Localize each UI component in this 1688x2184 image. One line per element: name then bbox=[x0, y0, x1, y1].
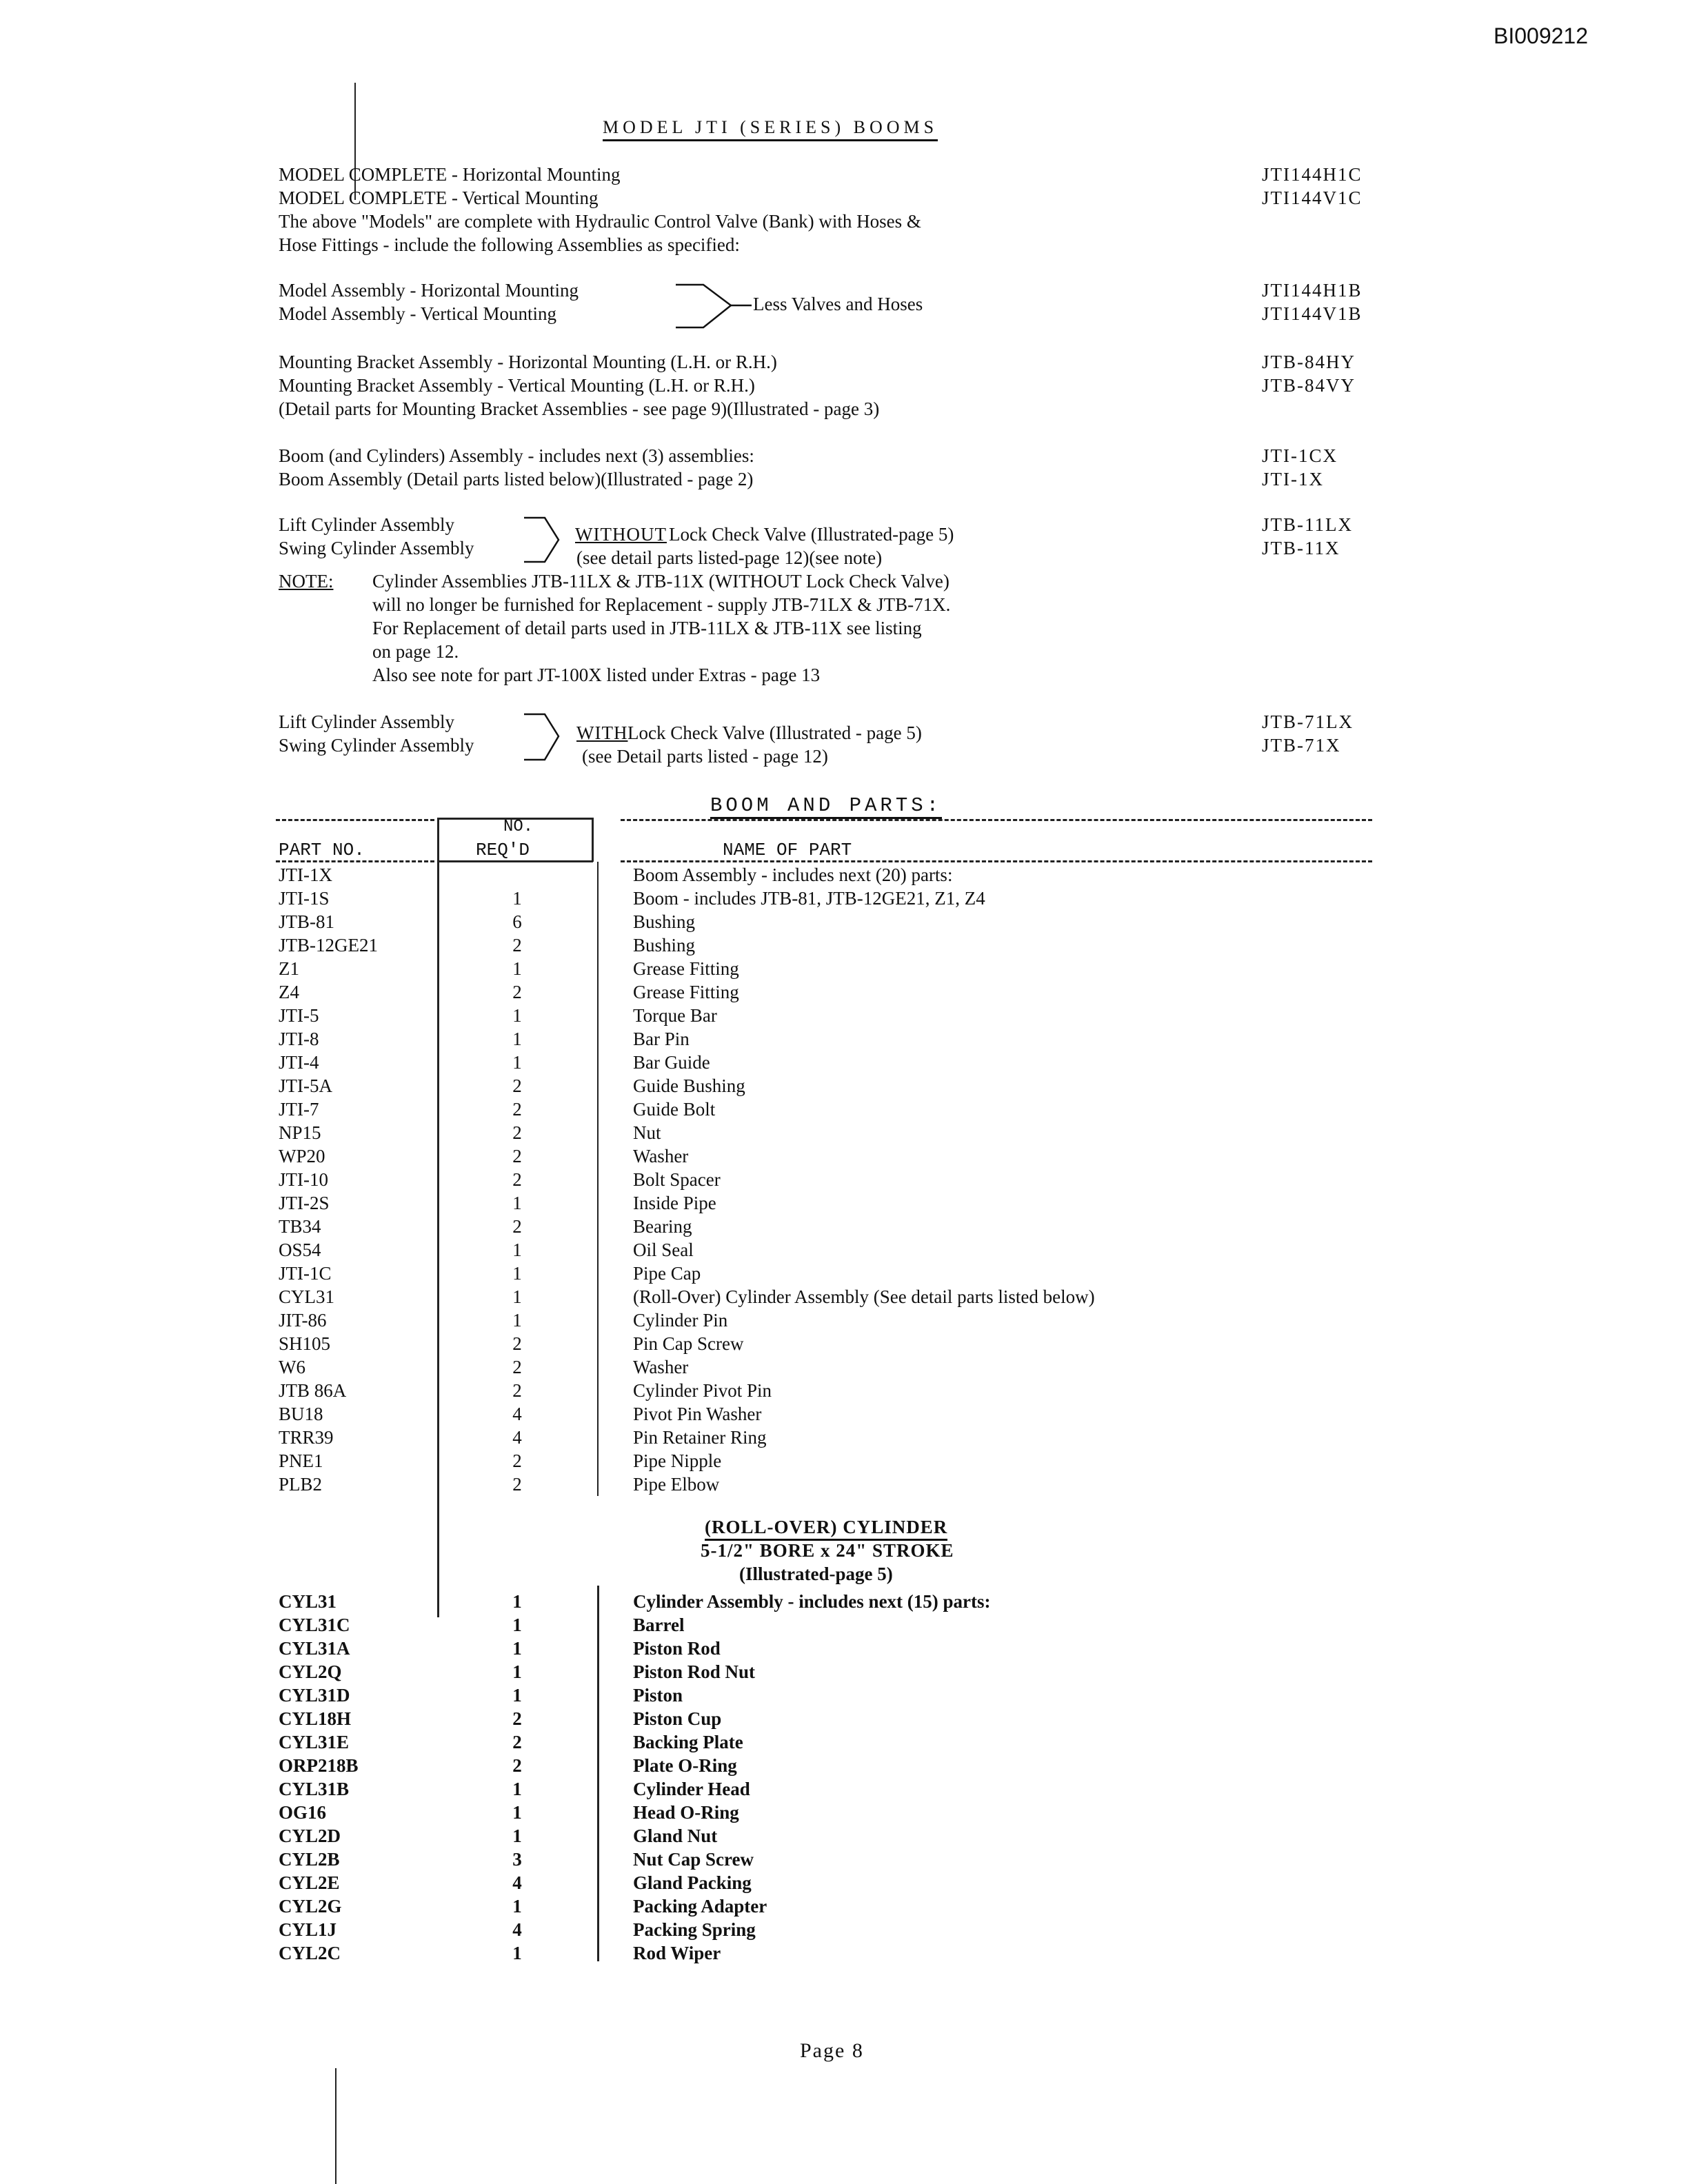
quantity-required: 1 bbox=[512, 1591, 522, 1612]
part-number: OG16 bbox=[279, 1802, 327, 1823]
part-number: OS54 bbox=[279, 1240, 321, 1260]
brace-model-assembly bbox=[676, 279, 758, 334]
part-name: Washer bbox=[633, 1146, 689, 1166]
part-number: NP15 bbox=[279, 1122, 321, 1143]
quantity-required: 1 bbox=[512, 1005, 522, 1026]
table-row bbox=[0, 1074, 1688, 1098]
quantity-required: 1 bbox=[512, 1286, 522, 1307]
part-name: Packing Adapter bbox=[633, 1896, 767, 1917]
part-name: Cylinder Pin bbox=[633, 1310, 728, 1331]
part-number: JTI-10 bbox=[279, 1169, 328, 1190]
part-number: JTI-5A bbox=[279, 1075, 332, 1096]
part-number: JTI-2S bbox=[279, 1193, 330, 1213]
part-name: Bar Guide bbox=[633, 1052, 710, 1073]
boom-line-0: Boom (and Cylinders) Assembly - includes next (3) assemblies: bbox=[279, 445, 754, 466]
scan-margin-line bbox=[335, 2068, 336, 2184]
quantity-required: 4 bbox=[512, 1872, 522, 1893]
part-name: Piston Rod Nut bbox=[633, 1661, 756, 1682]
section-title-boom-and-parts: BOOM AND PARTS: bbox=[710, 794, 942, 819]
with-left-0-ref: JTB-71LX bbox=[1262, 711, 1354, 732]
quantity-required: 2 bbox=[512, 1333, 522, 1354]
without-left-1-ref: JTB-11X bbox=[1262, 538, 1340, 558]
brace-note-less-valves: Less Valves and Hoses bbox=[753, 294, 923, 314]
quantity-required: 4 bbox=[512, 1404, 522, 1424]
with-left-1: Swing Cylinder Assembly bbox=[279, 735, 474, 756]
part-number: SH105 bbox=[279, 1333, 331, 1354]
table-row bbox=[0, 933, 1688, 957]
rule-dashed-top-left bbox=[276, 819, 434, 821]
part-number: CYL2E bbox=[279, 1872, 340, 1893]
quantity-required: 1 bbox=[512, 1826, 522, 1846]
table-row bbox=[0, 1730, 1688, 1754]
rule-header-bottom-qty bbox=[437, 860, 593, 862]
bracket-line-1-ref: JTB-84VY bbox=[1262, 375, 1356, 396]
part-number: CYL2C bbox=[279, 1943, 341, 1963]
part-name: Cylinder Assembly - includes next (15) parts: bbox=[633, 1591, 991, 1612]
table-row bbox=[0, 1168, 1688, 1191]
part-name: Gland Packing bbox=[633, 1872, 752, 1893]
part-name: Plate O-Ring bbox=[633, 1755, 737, 1776]
header-name-of-part: NAME OF PART bbox=[723, 840, 852, 860]
table-row bbox=[0, 1285, 1688, 1308]
part-number: JTI-1C bbox=[279, 1263, 332, 1284]
part-name: Backing Plate bbox=[633, 1732, 743, 1752]
table-row bbox=[0, 1590, 1688, 1613]
part-name: Guide Bolt bbox=[633, 1099, 716, 1120]
page-number: Page 8 bbox=[800, 2039, 864, 2062]
part-number: CYL31B bbox=[279, 1779, 350, 1799]
part-name: Nut bbox=[633, 1122, 661, 1143]
part-number: BU18 bbox=[279, 1404, 323, 1424]
part-number: W6 bbox=[279, 1357, 305, 1377]
part-name: Rod Wiper bbox=[633, 1943, 721, 1963]
quantity-required: 2 bbox=[512, 1099, 522, 1120]
part-number: JTI-1S bbox=[279, 888, 330, 909]
quantity-required: 2 bbox=[512, 1474, 522, 1495]
without-left-0: Lift Cylinder Assembly bbox=[279, 514, 454, 535]
table-row bbox=[0, 1121, 1688, 1144]
quantity-required: 2 bbox=[512, 1732, 522, 1752]
intro-line-0-ref: JTI144H1C bbox=[1262, 164, 1363, 185]
intro-line-3: Hose Fittings - include the following Assemblies as specified: bbox=[279, 234, 740, 255]
note-line-2: For Replacement of detail parts used in JTB-11LX & JTB-11X see listing bbox=[372, 618, 922, 638]
cylinder-heading-1: (ROLL-OVER) CYLINDER bbox=[705, 1515, 947, 1541]
table-row bbox=[0, 1426, 1688, 1449]
part-name: Piston Rod bbox=[633, 1638, 721, 1659]
document-id: BI009212 bbox=[1494, 23, 1589, 48]
without-left-1: Swing Cylinder Assembly bbox=[279, 538, 474, 558]
part-number: JTI-4 bbox=[279, 1052, 319, 1073]
quantity-required: 2 bbox=[512, 1755, 522, 1776]
part-number: JIT-86 bbox=[279, 1310, 327, 1331]
part-number: Z1 bbox=[279, 958, 299, 979]
quantity-required: 2 bbox=[512, 1380, 522, 1401]
with-label: WITH bbox=[576, 722, 628, 743]
part-name: Packing Spring bbox=[633, 1919, 756, 1940]
table-row bbox=[0, 1613, 1688, 1637]
model-assembly-line-0-ref: JTI144H1B bbox=[1262, 280, 1363, 301]
quantity-required: 1 bbox=[512, 1943, 522, 1963]
header-qty-bottom: REQ'D bbox=[476, 840, 530, 860]
bracket-line-0-ref: JTB-84HY bbox=[1262, 352, 1356, 372]
part-number: JTB-81 bbox=[279, 911, 334, 932]
part-name: Guide Bushing bbox=[633, 1075, 745, 1096]
part-number: CYL31C bbox=[279, 1615, 350, 1635]
table-row bbox=[0, 1777, 1688, 1801]
quantity-required: 1 bbox=[512, 1802, 522, 1823]
quantity-required: 1 bbox=[512, 1240, 522, 1260]
quantity-required: 1 bbox=[512, 1685, 522, 1706]
part-name: Piston bbox=[633, 1685, 683, 1706]
table-row bbox=[0, 1262, 1688, 1285]
part-number: JTI-5 bbox=[279, 1005, 319, 1026]
quantity-required: 1 bbox=[512, 1052, 522, 1073]
part-number: CYL18H bbox=[279, 1708, 352, 1729]
part-name: Pin Retainer Ring bbox=[633, 1427, 767, 1448]
table-row bbox=[0, 1144, 1688, 1168]
part-number: PLB2 bbox=[279, 1474, 323, 1495]
part-number: CYL31E bbox=[279, 1732, 350, 1752]
part-name: Head O-Ring bbox=[633, 1802, 739, 1823]
part-name: Torque Bar bbox=[633, 1005, 717, 1026]
part-number: CYL1J bbox=[279, 1919, 337, 1940]
table-row bbox=[0, 1941, 1688, 1965]
note-line-4: Also see note for part JT-100X listed under Extras - page 13 bbox=[372, 665, 821, 685]
model-assembly-line-1-ref: JTI144V1B bbox=[1262, 303, 1363, 324]
table-row bbox=[0, 1824, 1688, 1848]
part-name: Oil Seal bbox=[633, 1240, 694, 1260]
part-name: Bushing bbox=[633, 911, 696, 932]
part-number: TB34 bbox=[279, 1216, 321, 1237]
part-name: Bearing bbox=[633, 1216, 692, 1237]
brace-with bbox=[524, 710, 565, 765]
table-row bbox=[0, 1707, 1688, 1730]
part-name: Pipe Nipple bbox=[633, 1450, 722, 1471]
bracket-line-2: (Detail parts for Mounting Bracket Assemblies - see page 9)(Illustrated - page 3) bbox=[279, 398, 880, 419]
part-name: (Roll-Over) Cylinder Assembly (See detail parts listed below) bbox=[633, 1286, 1095, 1307]
table-row bbox=[0, 1402, 1688, 1426]
quantity-required: 1 bbox=[512, 958, 522, 979]
quantity-required: 2 bbox=[512, 1146, 522, 1166]
part-number: CYL2D bbox=[279, 1826, 341, 1846]
quantity-required: 3 bbox=[512, 1849, 522, 1870]
part-name: Cylinder Head bbox=[633, 1779, 750, 1799]
note-line-3: on page 12. bbox=[372, 641, 459, 662]
part-number: CYL2G bbox=[279, 1896, 342, 1917]
quantity-required: 1 bbox=[512, 1638, 522, 1659]
boom-line-0-ref: JTI-1CX bbox=[1262, 445, 1338, 466]
note-line-1: will no longer be furnished for Replacement - supply JTB-71LX & JTB-71X. bbox=[372, 594, 951, 615]
table-row bbox=[0, 980, 1688, 1004]
rule-qty-right bbox=[592, 818, 594, 862]
rule-dashed-top-right bbox=[621, 819, 1372, 821]
quantity-required: 2 bbox=[512, 1216, 522, 1237]
part-name: Piston Cup bbox=[633, 1708, 722, 1729]
table-row bbox=[0, 1894, 1688, 1918]
quantity-required: 2 bbox=[512, 1122, 522, 1143]
quantity-required: 2 bbox=[512, 1708, 522, 1729]
quantity-required: 2 bbox=[512, 1357, 522, 1377]
rule-dashed-under-header-right bbox=[621, 860, 1372, 862]
table-row bbox=[0, 910, 1688, 933]
part-name: Gland Nut bbox=[633, 1826, 718, 1846]
table-row bbox=[0, 1449, 1688, 1473]
bracket-line-0: Mounting Bracket Assembly - Horizontal Mounting (L.H. or R.H.) bbox=[279, 352, 777, 372]
part-number: JTI-7 bbox=[279, 1099, 319, 1120]
quantity-required: 1 bbox=[512, 1896, 522, 1917]
intro-line-0: MODEL COMPLETE - Horizontal Mounting bbox=[279, 164, 621, 185]
part-name: Inside Pipe bbox=[633, 1193, 716, 1213]
part-number: CYL31D bbox=[279, 1685, 350, 1706]
quantity-required: 4 bbox=[512, 1427, 522, 1448]
quantity-required: 2 bbox=[512, 935, 522, 956]
part-number: WP20 bbox=[279, 1146, 325, 1166]
table-row bbox=[0, 1473, 1688, 1496]
cylinder-heading-3: (Illustrated-page 5) bbox=[739, 1564, 893, 1584]
table-row bbox=[0, 1379, 1688, 1402]
part-number: CYL31 bbox=[279, 1591, 337, 1612]
quantity-required: 2 bbox=[512, 1075, 522, 1096]
table-row bbox=[0, 1098, 1688, 1121]
part-name: Bushing bbox=[633, 935, 696, 956]
with-text-1: Lock Check Valve (Illustrated - page 5) bbox=[627, 722, 922, 743]
without-text-2: (see detail parts listed-page 12)(see note) bbox=[576, 547, 883, 568]
quantity-required: 4 bbox=[512, 1919, 522, 1940]
quantity-required: 6 bbox=[512, 911, 522, 932]
quantity-required: 1 bbox=[512, 1029, 522, 1049]
table-row bbox=[0, 1355, 1688, 1379]
table-row bbox=[0, 1308, 1688, 1332]
without-text-1: Lock Check Valve (Illustrated-page 5) bbox=[669, 524, 954, 545]
quantity-required: 1 bbox=[512, 1263, 522, 1284]
part-number: JTI-8 bbox=[279, 1029, 319, 1049]
part-number: TRR39 bbox=[279, 1427, 334, 1448]
part-number: JTB 86A bbox=[279, 1380, 347, 1401]
boom-line-1: Boom Assembly (Detail parts listed below)(Illustrated - page 2) bbox=[279, 469, 754, 489]
quantity-required: 1 bbox=[512, 1193, 522, 1213]
model-assembly-line-1: Model Assembly - Vertical Mounting bbox=[279, 303, 556, 324]
table-row bbox=[0, 1754, 1688, 1777]
part-name: Cylinder Pivot Pin bbox=[633, 1380, 772, 1401]
note-line-0: Cylinder Assemblies JTB-11LX & JTB-11X (WITHOUT Lock Check Valve) bbox=[372, 571, 950, 592]
table-row bbox=[0, 1637, 1688, 1660]
table-row bbox=[0, 1332, 1688, 1355]
part-name: Bolt Spacer bbox=[633, 1169, 721, 1190]
part-number: Z4 bbox=[279, 982, 299, 1002]
table-row bbox=[0, 1027, 1688, 1051]
note-label: NOTE: bbox=[279, 571, 334, 592]
model-assembly-line-0: Model Assembly - Horizontal Mounting bbox=[279, 280, 579, 301]
table-row bbox=[0, 1918, 1688, 1941]
part-number: JTB-12GE21 bbox=[279, 935, 378, 956]
part-number: PNE1 bbox=[279, 1450, 323, 1471]
with-left-1-ref: JTB-71X bbox=[1262, 735, 1341, 756]
boom-line-1-ref: JTI-1X bbox=[1262, 469, 1324, 489]
quantity-required: 1 bbox=[512, 1661, 522, 1682]
quantity-required: 1 bbox=[512, 1310, 522, 1331]
cylinder-heading-2: 5-1/2" BORE x 24" STROKE bbox=[701, 1540, 954, 1561]
part-name: Pipe Cap bbox=[633, 1263, 701, 1284]
with-left-0: Lift Cylinder Assembly bbox=[279, 711, 454, 732]
page-title: MODEL JTI (SERIES) BOOMS bbox=[603, 117, 938, 141]
part-number: ORP218B bbox=[279, 1755, 359, 1776]
without-label: WITHOUT bbox=[575, 524, 667, 545]
part-number: CYL2B bbox=[279, 1849, 340, 1870]
part-number: CYL2Q bbox=[279, 1661, 342, 1682]
part-name: Nut Cap Screw bbox=[633, 1849, 754, 1870]
part-number: JTI-1X bbox=[279, 865, 332, 885]
part-name: Boom - includes JTB-81, JTB-12GE21, Z1, Z4 bbox=[633, 888, 985, 909]
quantity-required: 1 bbox=[512, 888, 522, 909]
part-name: Boom Assembly - includes next (20) parts: bbox=[633, 865, 953, 885]
part-name: Pin Cap Screw bbox=[633, 1333, 744, 1354]
table-row bbox=[0, 1191, 1688, 1215]
quantity-required: 1 bbox=[512, 1615, 522, 1635]
quantity-required: 2 bbox=[512, 1450, 522, 1471]
part-name: Barrel bbox=[633, 1615, 685, 1635]
rule-dashed-under-header-left bbox=[276, 860, 434, 862]
table-row bbox=[0, 1238, 1688, 1262]
header-qty-top: NO. bbox=[503, 818, 534, 836]
part-name: Washer bbox=[633, 1357, 689, 1377]
intro-line-1: MODEL COMPLETE - Vertical Mounting bbox=[279, 188, 599, 208]
part-number: CYL31A bbox=[279, 1638, 350, 1659]
intro-line-1-ref: JTI144V1C bbox=[1262, 188, 1363, 208]
part-name: Bar Pin bbox=[633, 1029, 690, 1049]
table-row bbox=[0, 1684, 1688, 1707]
part-name: Pipe Elbow bbox=[633, 1474, 720, 1495]
header-part-no: PART NO. bbox=[279, 840, 365, 860]
quantity-required: 1 bbox=[512, 1779, 522, 1799]
bracket-line-1: Mounting Bracket Assembly - Vertical Mounting (L.H. or R.H.) bbox=[279, 375, 755, 396]
table-row bbox=[0, 887, 1688, 910]
brace-without bbox=[524, 514, 565, 569]
table-row bbox=[0, 957, 1688, 980]
table-row bbox=[0, 863, 1688, 887]
part-name: Grease Fitting bbox=[633, 982, 739, 1002]
table-row bbox=[0, 1848, 1688, 1871]
table-row bbox=[0, 1215, 1688, 1238]
part-name: Grease Fitting bbox=[633, 958, 739, 979]
table-row bbox=[0, 1660, 1688, 1684]
with-text-2: (see Detail parts listed - page 12) bbox=[582, 746, 828, 767]
quantity-required: 2 bbox=[512, 982, 522, 1002]
table-row bbox=[0, 1871, 1688, 1894]
table-row bbox=[0, 1051, 1688, 1074]
table-row bbox=[0, 1801, 1688, 1824]
without-left-0-ref: JTB-11LX bbox=[1262, 514, 1353, 535]
table-row bbox=[0, 1004, 1688, 1027]
part-number: CYL31 bbox=[279, 1286, 334, 1307]
quantity-required: 2 bbox=[512, 1169, 522, 1190]
intro-line-2: The above "Models" are complete with Hydraulic Control Valve (Bank) with Hoses & bbox=[279, 211, 921, 232]
part-name: Pivot Pin Washer bbox=[633, 1404, 762, 1424]
